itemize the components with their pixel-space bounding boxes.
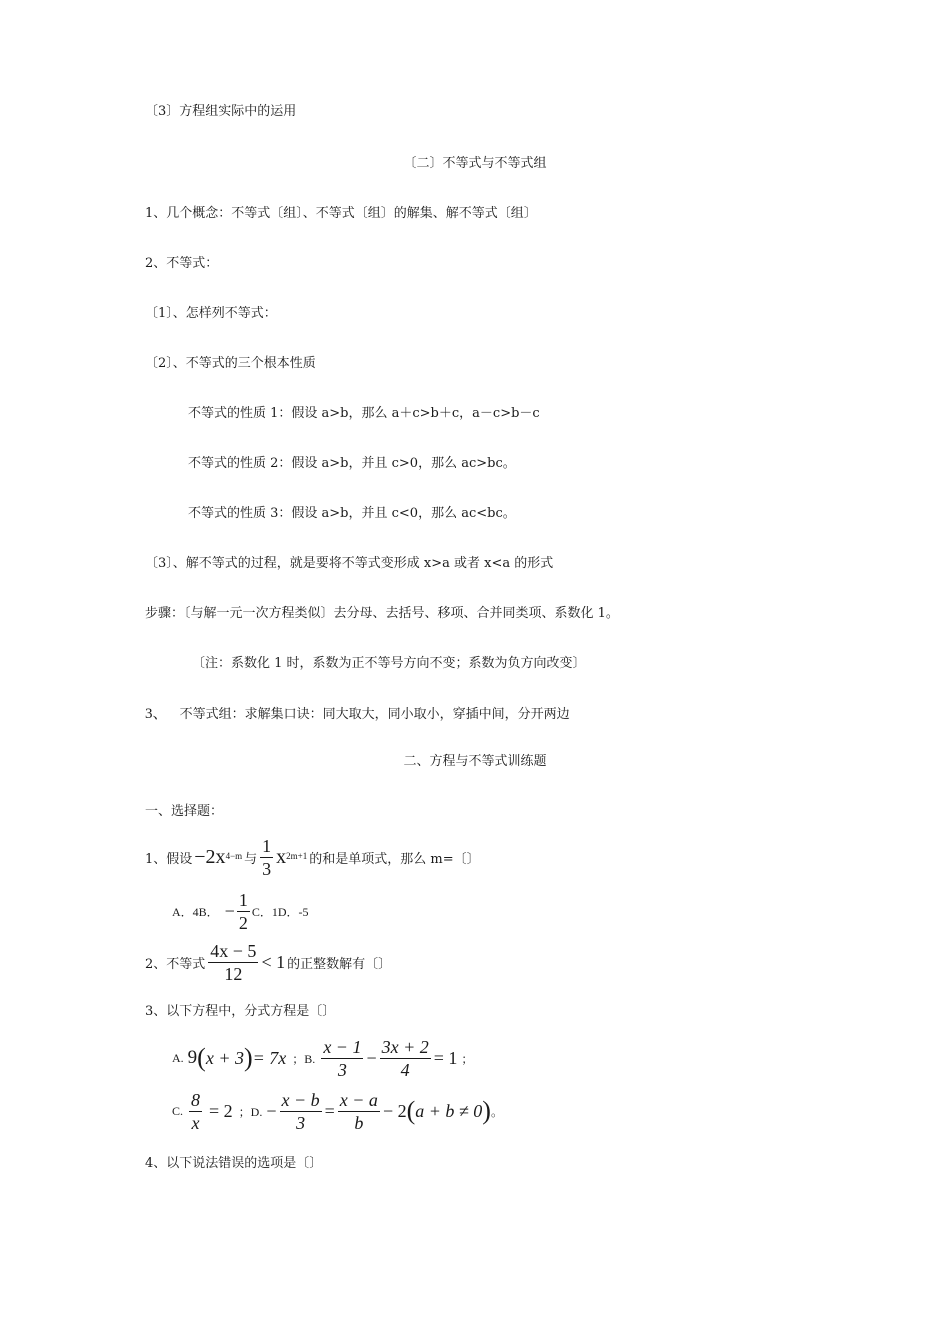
q2-suffix: 的正整数解有〔〕 <box>287 956 392 972</box>
q3-d-den-2: b <box>354 1112 364 1133</box>
property-2: 不等式的性质 2：假设 a>b，并且 c>0，那么 ac>bc。 <box>188 456 516 471</box>
q1-term1: −2x <box>194 845 226 868</box>
basic-properties-heading: 〔2〕、不等式的三个根本性质 <box>145 356 316 371</box>
q1-fraction-num: 1 <box>262 835 272 856</box>
q1-term2-exponent: 2m+1 <box>286 851 308 861</box>
q3-c-fraction <box>189 1089 202 1134</box>
q3-c-den: x <box>191 1112 200 1133</box>
q2-fraction <box>208 940 258 985</box>
section-title-inequalities: 〔二〕不等式与不等式组 <box>403 156 547 171</box>
solving-process: 〔3〕、解不等式的过程，就是要将不等式变形成 x>a 或者 x<a 的形式 <box>145 556 554 571</box>
q3-d-fraction-1 <box>280 1089 322 1134</box>
property-1: 不等式的性质 1：假设 a>b，那么 a＋c>b＋c，a－c>b－c <box>188 406 540 421</box>
q3-c-num: 8 <box>191 1089 201 1110</box>
q1-option-a-b: A．4B． <box>172 904 219 919</box>
question-3-options-cd <box>172 1084 503 1138</box>
question-1-options <box>172 886 309 936</box>
q1-prefix: 1、假设 <box>145 851 193 867</box>
q3-option-c-label: C. <box>172 1103 184 1118</box>
q3-d-num-1: x − b <box>281 1089 320 1110</box>
q3-a-rhs: = 7x <box>252 1047 287 1068</box>
q3-option-b-label: ；B. <box>292 1051 316 1066</box>
solving-steps: 步骤：〔与解一元一次方程类似〕去分母、去括号、移项、合并同类项、系数化 1。 <box>145 606 619 621</box>
q3-b-fraction-2 <box>380 1036 431 1081</box>
q1-term1-exponent: 4−m <box>225 851 243 861</box>
q3-b-fraction-1 <box>321 1036 363 1081</box>
q3-d-den-1: 3 <box>296 1112 306 1133</box>
q3-a-right-paren: ) <box>243 1043 253 1072</box>
question-3: 3、以下方程中，分式方程是〔〕 <box>145 1004 336 1019</box>
q3-option-a-label: A. <box>172 1050 184 1065</box>
q3-b-rhs: = 1 <box>433 1047 458 1068</box>
q1-fraction <box>260 835 273 880</box>
q3-d-num-2: x − a <box>339 1089 378 1110</box>
inequality-heading: 2、不等式： <box>145 256 219 271</box>
inequality-system-line <box>145 705 570 724</box>
question-2 <box>145 937 391 987</box>
q1-option-minus: − <box>224 900 235 921</box>
question-1 <box>145 832 480 882</box>
q3-b-num-2: 3x + 2 <box>381 1036 429 1057</box>
q3-d-inner: a + b ≠ 0 <box>415 1100 483 1121</box>
q3-b-den-1: 3 <box>337 1059 347 1080</box>
q3-option-d-label: ；D. <box>238 1104 263 1119</box>
q3-d-right-paren: ) <box>482 1096 491 1125</box>
q3-a-left-paren: ( <box>197 1043 206 1072</box>
q1-suffix: 的和是单项式，那么 m=〔〕 <box>309 851 480 867</box>
training-title: 二、方程与不等式训练题 <box>403 754 547 769</box>
q1-fraction-den: 3 <box>262 858 272 879</box>
q1-option-rest: C．1D．-5 <box>251 904 309 919</box>
q2-fraction-den: 12 <box>224 963 243 984</box>
q1-option-num: 1 <box>238 889 248 910</box>
coefficient-note: 〔注：系数化 1 时，系数为正不等号方向不变；系数为负方向改变〕 <box>192 656 586 671</box>
q3-b-den-2: 4 <box>400 1059 410 1080</box>
q1-option-fraction <box>237 889 250 934</box>
question-4: 4、以下说法错误的选项是〔〕 <box>145 1156 323 1171</box>
q2-prefix: 2、不等式 <box>145 956 206 972</box>
q1-option-den: 2 <box>238 912 248 933</box>
choice-heading: 一、选择题： <box>145 804 224 819</box>
q3-d-fraction-2 <box>338 1089 380 1134</box>
q1-mid: 与 <box>244 851 258 867</box>
q1-term2: x <box>276 845 287 868</box>
system-number: 3、 <box>145 706 168 722</box>
system-rule: 不等式组：求解集口诀：同大取大，同小取小，穿插中间，分开两边 <box>179 707 570 722</box>
q3-d-end: 。 <box>490 1104 503 1119</box>
q3-b-operator: − <box>366 1047 377 1068</box>
how-to-list-inequality: 〔1〕、怎样列不等式： <box>145 306 277 321</box>
q2-fraction-num: 4x − 5 <box>210 940 257 961</box>
q3-b-num-1: x − 1 <box>323 1036 362 1057</box>
property-3: 不等式的性质 3：假设 a>b，并且 c<0，那么 ac<bc。 <box>188 506 516 521</box>
q3-d-tail: − 2 <box>382 1100 407 1121</box>
question-3-options-ab <box>172 1031 473 1085</box>
heading-equation-system-applications: 〔3〕方程组实际中的运用 <box>145 104 297 119</box>
q3-d-left-paren: ( <box>406 1096 416 1125</box>
q3-c-rhs: = 2 <box>209 1100 233 1121</box>
q3-a-coefficient: 9 <box>187 1047 198 1068</box>
concepts-line: 1、几个概念：不等式〔组〕、不等式〔组〕的解集、解不等式〔组〕 <box>145 206 537 221</box>
q3-d-equals: = <box>324 1100 335 1121</box>
q2-relation: < 1 <box>261 951 286 972</box>
q3-b-end: ； <box>461 1051 474 1066</box>
q3-d-minus: − <box>266 1100 277 1121</box>
q3-a-inner: x + 3 <box>205 1047 244 1068</box>
